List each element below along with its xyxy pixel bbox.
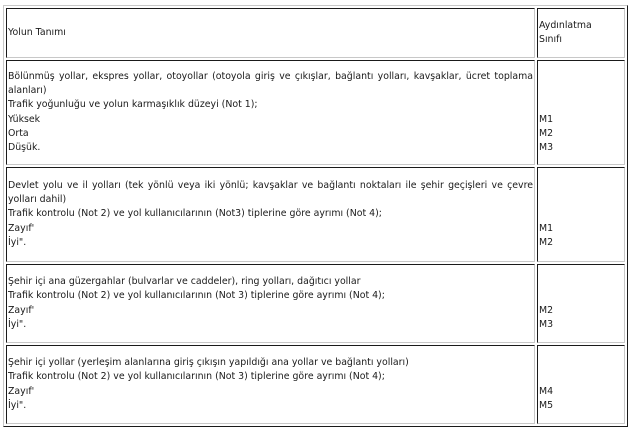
criterion-text: Trafik kontrolu (Not 2) ve yol kullanıcılarının (Not 3) tiplerine göre ayrımı (Not 4); [8,290,385,302]
row-description-cell [6,60,535,165]
road-type-title: Bölünmüş yollar, ekspres yollar, otoyollar (otoyola giriş ve çıkışlar, bağlantı yolları, kavşaklar, ücret toplama alanları) [8,70,533,96]
header-road-description [6,8,535,58]
road-type-title: Devlet yolu ve il yolları (tek yönlü veya iki yönlü; kavşaklar ve bağlantı noktaları ile şehir geçişleri ve çevre yolları dahil) [8,179,533,206]
option-label: Zayıf' [8,385,35,397]
table-row [6,167,625,262]
row-class-cell [537,60,625,165]
lighting-class-value: M2 [539,127,554,139]
road-lighting-class-table [3,5,628,427]
row-class-cell [537,264,625,343]
option-label: İyi". [8,399,27,411]
row-description-cell [6,264,535,343]
option-label: Orta [8,127,29,139]
header-lighting-class [537,8,625,58]
lighting-class-value: M1 [539,113,554,125]
lighting-class-value: M2 [539,236,554,248]
criterion-text: Trafik yoğunluğu ve yolun karmaşıklık düzeyi (Not 1); [8,99,258,111]
option-label: Zayıf' [8,304,35,316]
lighting-class-value: M5 [539,399,554,411]
table-header-row [6,8,625,58]
criterion-text: Trafik kontrolu (Not 2) ve yol kullanıcılarının (Not3) tiplerine göre ayrımı (Not 4); [8,208,382,220]
option-label: Yüksek [8,113,41,125]
option-label: İyi". [8,318,27,330]
row-class-cell [537,167,625,262]
table-row [6,60,625,165]
lighting-class-value: M3 [539,318,554,330]
option-label: Zayıf' [8,222,35,234]
row-description-cell [6,167,535,262]
option-label: Düşük. [8,142,41,154]
lighting-class-value: M2 [539,304,554,316]
lighting-class-value: M1 [539,222,554,234]
header-class-label-line1: Aydınlatma [539,19,592,31]
header-description-label: Yolun Tanımı [8,26,66,38]
road-type-title: Şehir içi yollar (yerleşim alanlarına giriş çıkışın yapıldığı ana yollar ve bağlantı yolları) [8,356,409,368]
road-type-title: Şehir içi ana güzergahlar (bulvarlar ve caddeler), ring yolları, dağıtıcı yollar [8,275,361,287]
table-row [6,264,625,343]
table-row [6,345,625,424]
criterion-text: Trafik kontrolu (Not 2) ve yol kullanıcılarının (Not 3) tiplerine göre ayrımı (Not 4); [8,371,385,383]
header-class-label-line2: Sınıfı [539,34,563,45]
lighting-class-value: M4 [539,385,554,397]
lighting-class-value: M3 [539,142,554,154]
option-label: İyi". [8,236,27,248]
row-class-cell [537,345,625,424]
row-description-cell [6,345,535,424]
